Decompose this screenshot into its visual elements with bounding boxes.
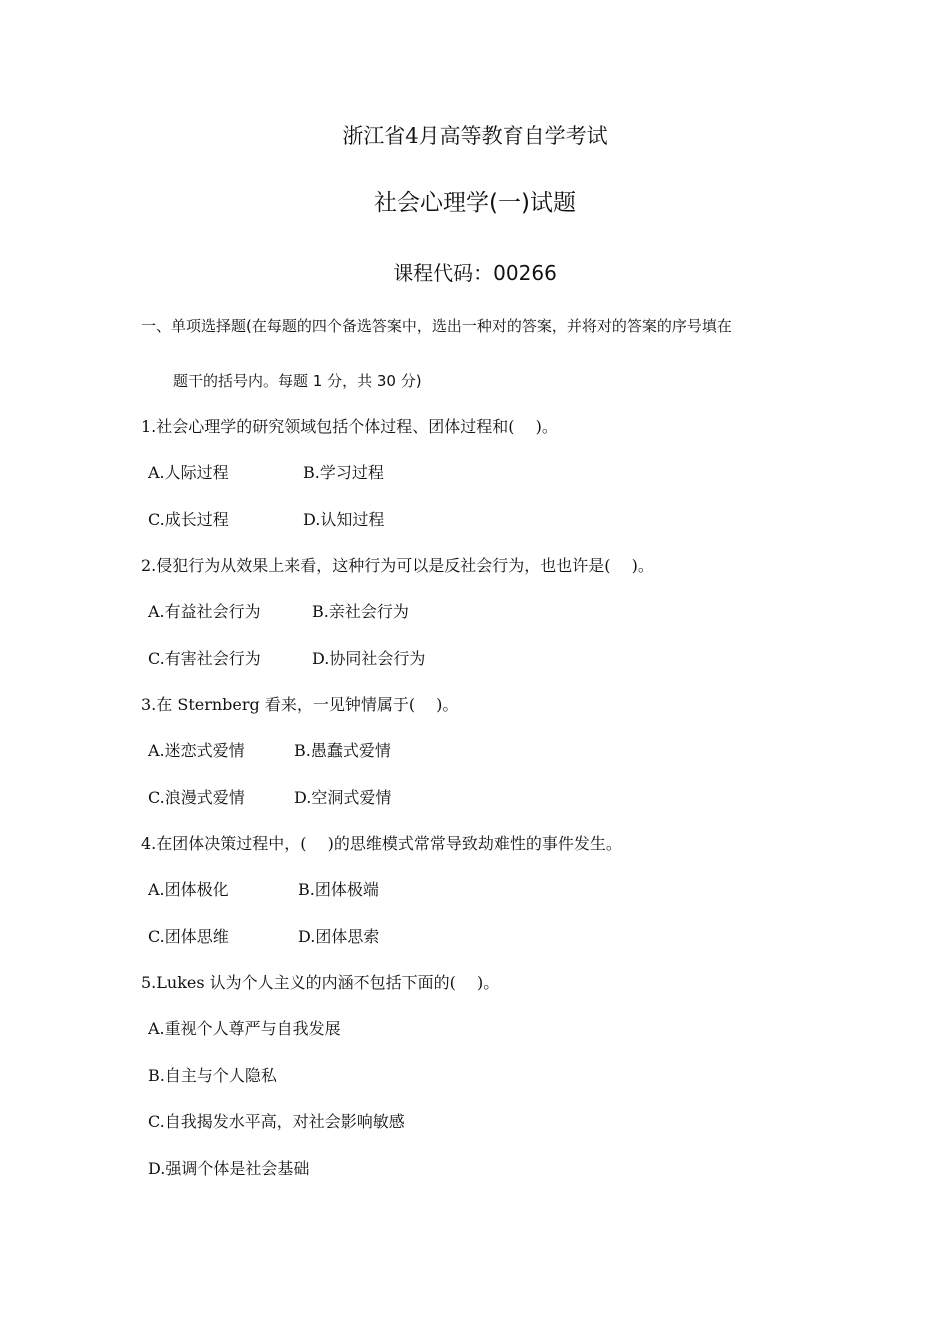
option-a: A.重视个人尊严与自我发展 (148, 1019, 341, 1038)
option-c: C.成长过程 (148, 510, 229, 529)
option-c: C.浪漫式爱情 (148, 788, 245, 807)
exam-title: 浙江省4月高等教育自学考试 (342, 124, 608, 148)
option-b: B.学习过程 (303, 463, 384, 482)
question-stem: 1.社会心理学的研究领域包括个体过程、团体过程和( )。 (141, 417, 558, 436)
option-c: C.有害社会行为 (148, 649, 261, 668)
option-a: A.人际过程 (148, 463, 229, 482)
option-c: C.自我揭发水平高，对社会影响敏感 (148, 1112, 405, 1131)
question-stem: 2.侵犯行为从效果上来看，这种行为可以是反社会行为，也也许是( )。 (141, 556, 654, 575)
option-d: D.强调个体是社会基础 (148, 1159, 310, 1178)
section-heading-line1: 一、单项选择题(在每题的四个备选答案中，选出一种对的答案，并将对的答案的序号填在 (141, 317, 732, 335)
option-a: A.迷恋式爱情 (148, 741, 245, 760)
option-b: B.愚蠢式爱情 (294, 741, 391, 760)
question-stem: 4.在团体决策过程中，( )的思维模式常常导致劫难性的事件发生。 (141, 834, 622, 853)
option-b: B.团体极端 (298, 880, 379, 899)
section-heading-line2: 题干的括号内。每题 1 分，共 30 分) (173, 372, 422, 390)
option-d: D.空洞式爱情 (294, 788, 392, 807)
question-stem: 5.Lukes 认为个人主义的内涵不包括下面的( )。 (141, 973, 500, 992)
subject-title: 社会心理学(一)试题 (374, 190, 576, 216)
option-d: D.认知过程 (303, 510, 385, 529)
option-a: A.有益社会行为 (148, 602, 261, 621)
option-b: B.亲社会行为 (312, 602, 409, 621)
option-c: C.团体思维 (148, 927, 229, 946)
option-a: A.团体极化 (148, 880, 229, 899)
option-b: B.自主与个人隐私 (148, 1066, 277, 1085)
option-d: D.团体思索 (298, 927, 380, 946)
option-d: D.协同社会行为 (312, 649, 426, 668)
question-stem: 3.在 Sternberg 看来，一见钟情属于( )。 (141, 695, 459, 714)
course-code: 课程代码：00266 (393, 261, 557, 285)
